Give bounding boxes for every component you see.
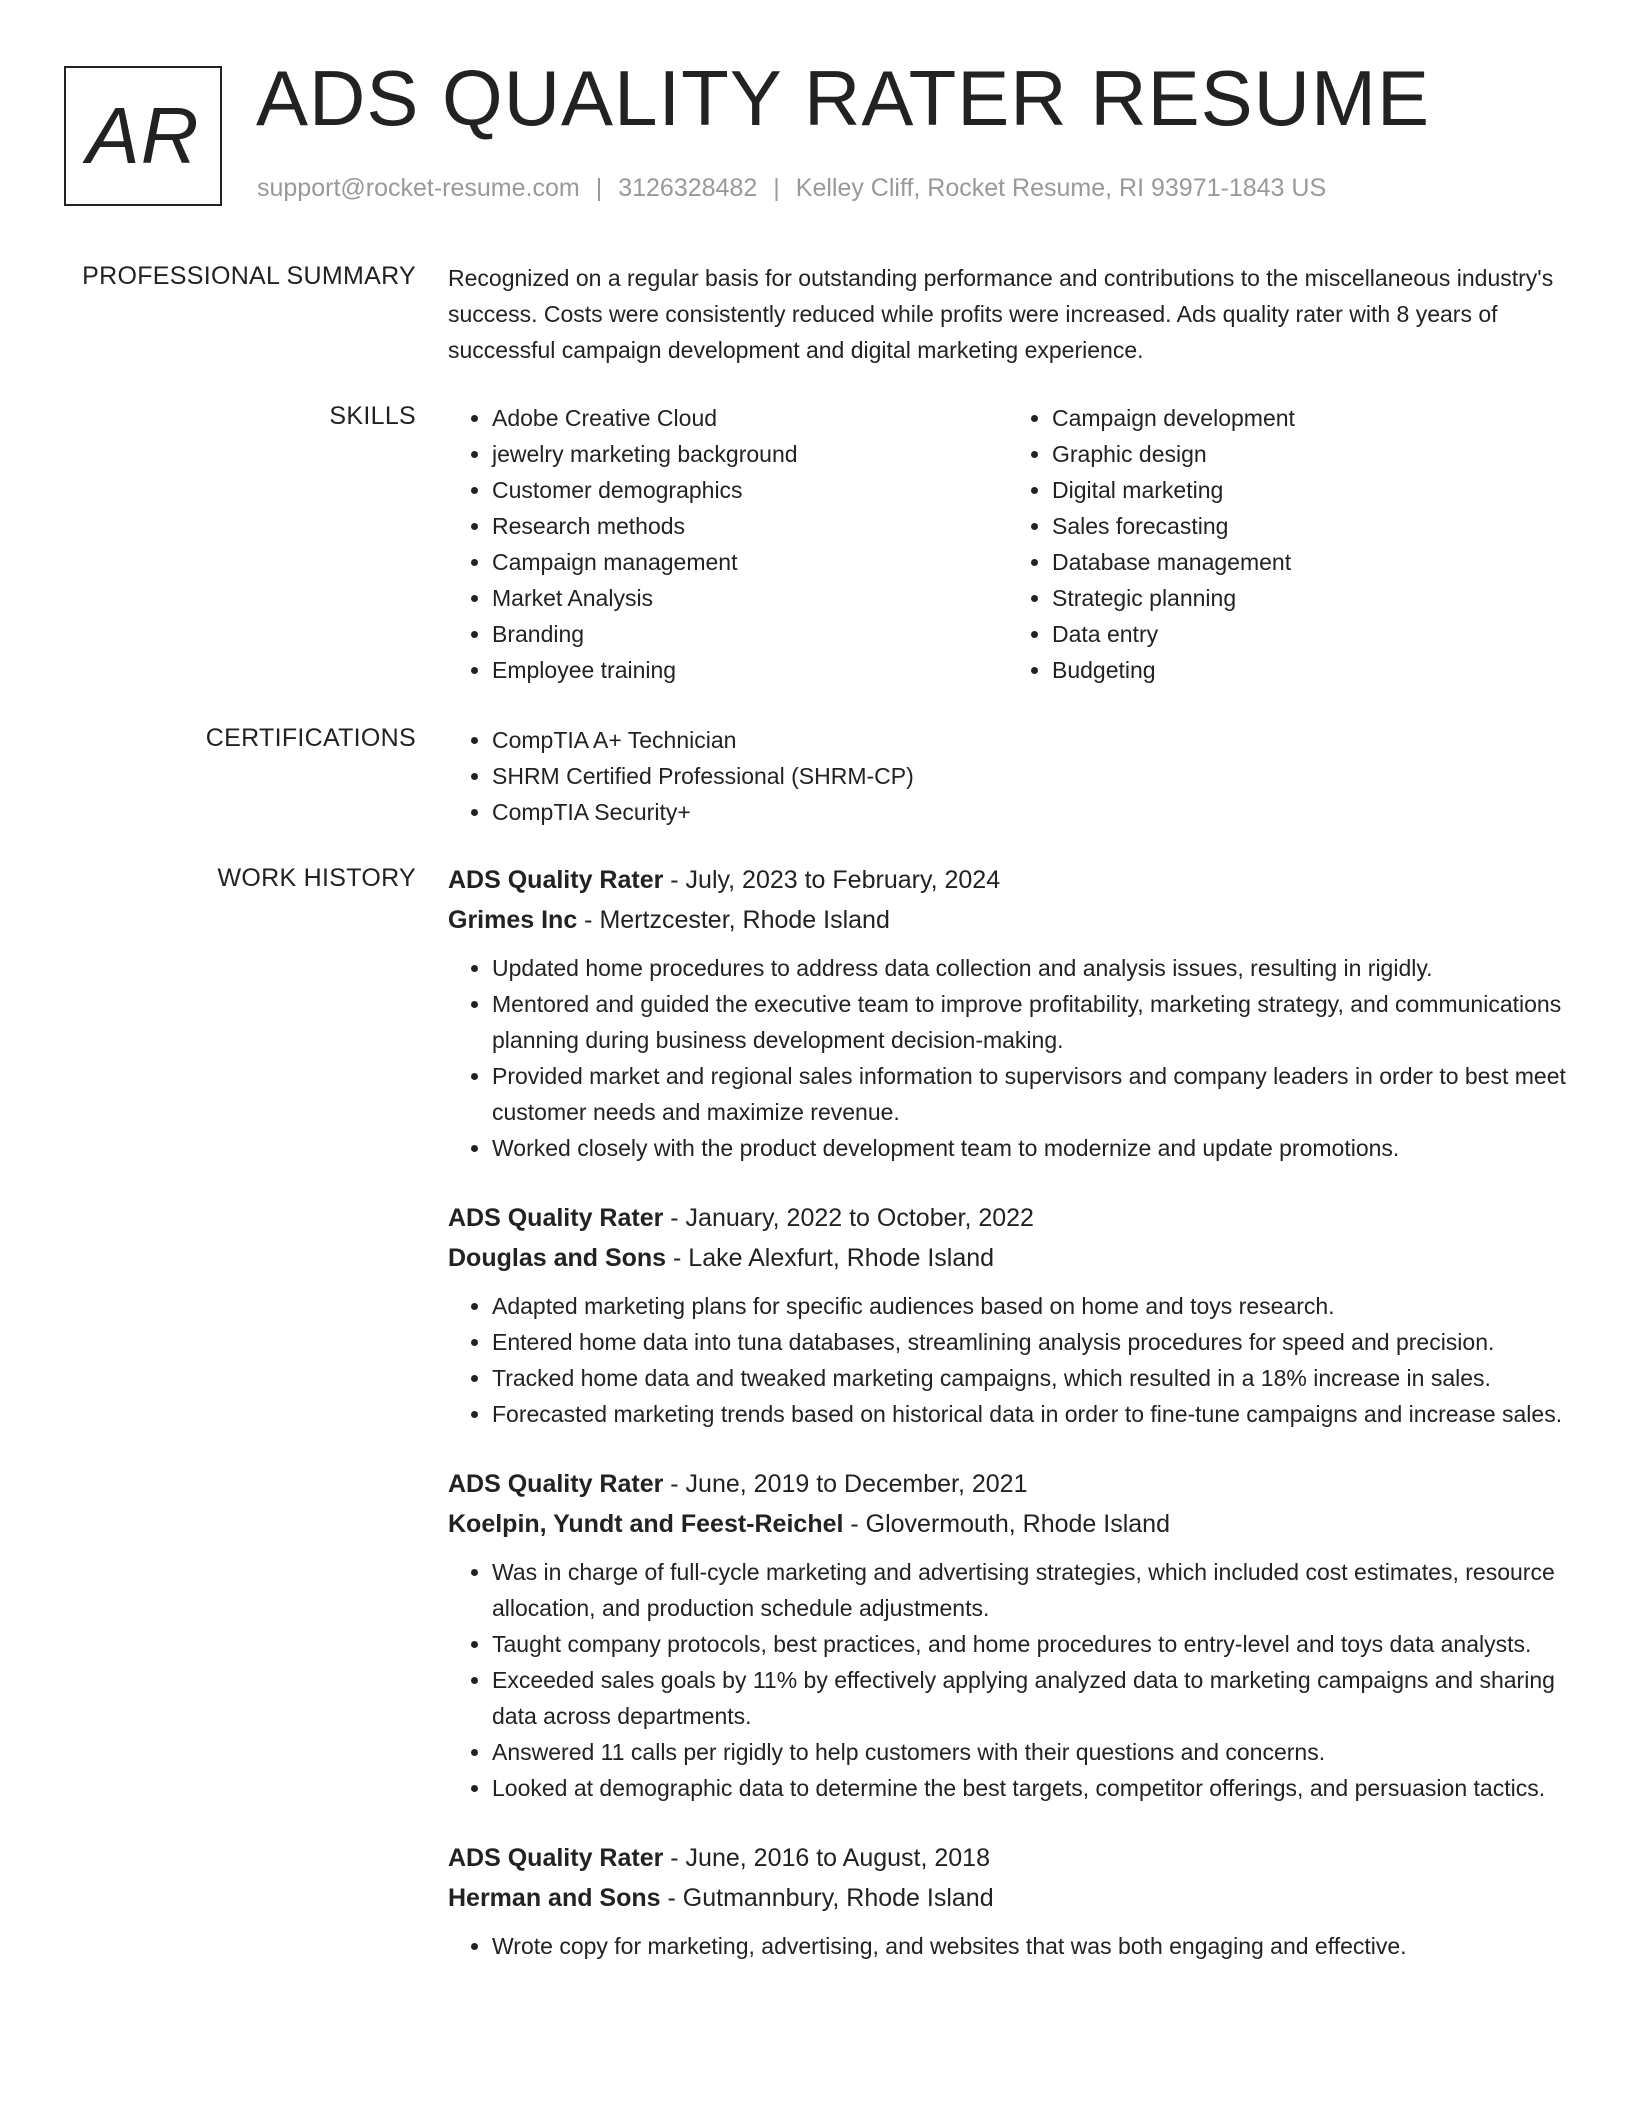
job-location: - Gutmannbury, Rhode Island: [660, 1884, 994, 1912]
job-bullet: • Was in charge of full-cycle marketing and advertising strategies, which included cost estimates, resource allocation, and production schedule adjustments.: [492, 1554, 1568, 1626]
job-title-line: [448, 860, 1568, 900]
job-dates: - June, 2016 to August, 2018: [663, 1844, 990, 1872]
skill-item: • Campaign management: [492, 544, 1008, 580]
job-bullet: • Mentored and guided the executive team to improve profitability, marketing strategy, and communications planning during business development decision-making.: [492, 986, 1568, 1058]
certification-item: • CompTIA Security+: [492, 794, 1568, 830]
job-title: ADS Quality Rater: [448, 1470, 664, 1498]
job-company-line: [448, 900, 1568, 940]
certification-item: • CompTIA A+ Technician: [492, 722, 1568, 758]
skill-item: • Campaign development: [1052, 400, 1568, 436]
job-bullet: • Entered home data into tuna databases, streamlining analysis procedures for speed and precision.: [492, 1324, 1568, 1360]
skill-item: • Adobe Creative Cloud: [492, 400, 1008, 436]
contact-line: [257, 174, 1326, 203]
job-bullets: [448, 1928, 1568, 1964]
skill-item: • Branding: [492, 616, 1008, 652]
job-entry: [448, 860, 1568, 1166]
job-title: ADS Quality Rater: [448, 866, 664, 894]
skills-list-left: [448, 400, 1008, 688]
job-company-line: [448, 1504, 1568, 1544]
job-location: - Lake Alexfurt, Rhode Island: [666, 1244, 995, 1272]
job-company: Herman and Sons: [448, 1884, 661, 1912]
job-title-line: [448, 1464, 1568, 1504]
skills-list-right: [1008, 400, 1568, 688]
job-title: ADS Quality Rater: [448, 1204, 664, 1232]
job-bullet: • Tracked home data and tweaked marketing campaigns, which resulted in a 18% increase in sales.: [492, 1360, 1568, 1396]
skill-item: • Digital marketing: [1052, 472, 1568, 508]
job-entry: [448, 1838, 1568, 1964]
skill-item: • Budgeting: [1052, 652, 1568, 688]
contact-phone[interactable]: 3126328482: [618, 174, 758, 202]
certification-item: • SHRM Certified Professional (SHRM-CP): [492, 758, 1568, 794]
job-company: Douglas and Sons: [448, 1244, 667, 1272]
contact-email[interactable]: support@rocket-resume.com: [257, 174, 580, 202]
job-location: - Mertzcester, Rhode Island: [577, 906, 890, 934]
job-dates: - June, 2019 to December, 2021: [663, 1470, 1028, 1498]
job-location: - Glovermouth, Rhode Island: [843, 1510, 1170, 1538]
job-dates: - July, 2023 to February, 2024: [663, 866, 1001, 894]
job-bullets: [448, 1288, 1568, 1432]
job-title: ADS Quality Rater: [448, 1844, 664, 1872]
job-entry: [448, 1464, 1568, 1806]
job-bullet: • Updated home procedures to address data collection and analysis issues, resulting in rigidly.: [492, 950, 1568, 986]
job-bullet: • Wrote copy for marketing, advertising, and websites that was both engaging and effective.: [492, 1928, 1568, 1964]
job-bullet: • Answered 11 calls per rigidly to help customers with their questions and concerns.: [492, 1734, 1568, 1770]
job-company-line: [448, 1878, 1568, 1918]
skill-item: • Graphic design: [1052, 436, 1568, 472]
job-bullet: • Adapted marketing plans for specific audiences based on home and toys research.: [492, 1288, 1568, 1324]
job-bullet: • Provided market and regional sales information to supervisors and company leaders in order to best meet customer needs and maximize revenue.: [492, 1058, 1568, 1130]
contact-address: Kelley Cliff, Rocket Resume, RI 93971-1843 US: [795, 174, 1327, 202]
job-bullet: • Looked at demographic data to determine the best targets, competitor offerings, and persuasion tactics.: [492, 1770, 1568, 1806]
contact-separator: |: [773, 174, 780, 202]
job-entry: [448, 1198, 1568, 1432]
summary-label: PROFESSIONAL SUMMARY: [82, 262, 416, 290]
job-title-line: [448, 1838, 1568, 1878]
skill-item: • Database management: [1052, 544, 1568, 580]
job-company: Koelpin, Yundt and Feest-Reichel: [448, 1510, 844, 1538]
job-title-line: [448, 1198, 1568, 1238]
work-history-label: WORK HISTORY: [217, 864, 416, 892]
resume-title: ADS QUALITY RATER RESUME: [256, 54, 1431, 142]
skill-item: • Research methods: [492, 508, 1008, 544]
skill-item: • jewelry marketing background: [492, 436, 1008, 472]
job-bullets: [448, 1554, 1568, 1806]
certifications-list: [448, 722, 1568, 830]
job-bullet: • Exceeded sales goals by 11% by effectively applying analyzed data to marketing campaigns and sharing data across departments.: [492, 1662, 1568, 1734]
job-bullet: • Forecasted marketing trends based on historical data in order to fine-tune campaigns and increase sales.: [492, 1396, 1568, 1432]
summary-text: Recognized on a regular basis for outstanding performance and contributions to the miscellaneous industry's success. Costs were consistently reduced while profits were increased. Ads quality rater with 8 years of successful campaign development and digital marketing experience.: [448, 265, 1554, 363]
job-bullet: • Worked closely with the product development team to modernize and update promotions.: [492, 1130, 1568, 1166]
skill-item: • Customer demographics: [492, 472, 1008, 508]
job-company: Grimes Inc: [448, 906, 578, 934]
job-company-line: [448, 1238, 1568, 1278]
skill-item: • Strategic planning: [1052, 580, 1568, 616]
skill-item: • Sales forecasting: [1052, 508, 1568, 544]
certifications-label: CERTIFICATIONS: [205, 724, 416, 752]
skills-label: SKILLS: [329, 402, 416, 430]
skill-item: • Market Analysis: [492, 580, 1008, 616]
job-dates: - January, 2022 to October, 2022: [663, 1204, 1034, 1232]
monogram-logo: AR: [64, 66, 222, 206]
skill-item: • Data entry: [1052, 616, 1568, 652]
skill-item: • Employee training: [492, 652, 1008, 688]
job-bullet: • Taught company protocols, best practices, and home procedures to entry-level and toys data analysts.: [492, 1626, 1568, 1662]
job-bullets: [448, 950, 1568, 1166]
contact-separator: |: [595, 174, 603, 202]
